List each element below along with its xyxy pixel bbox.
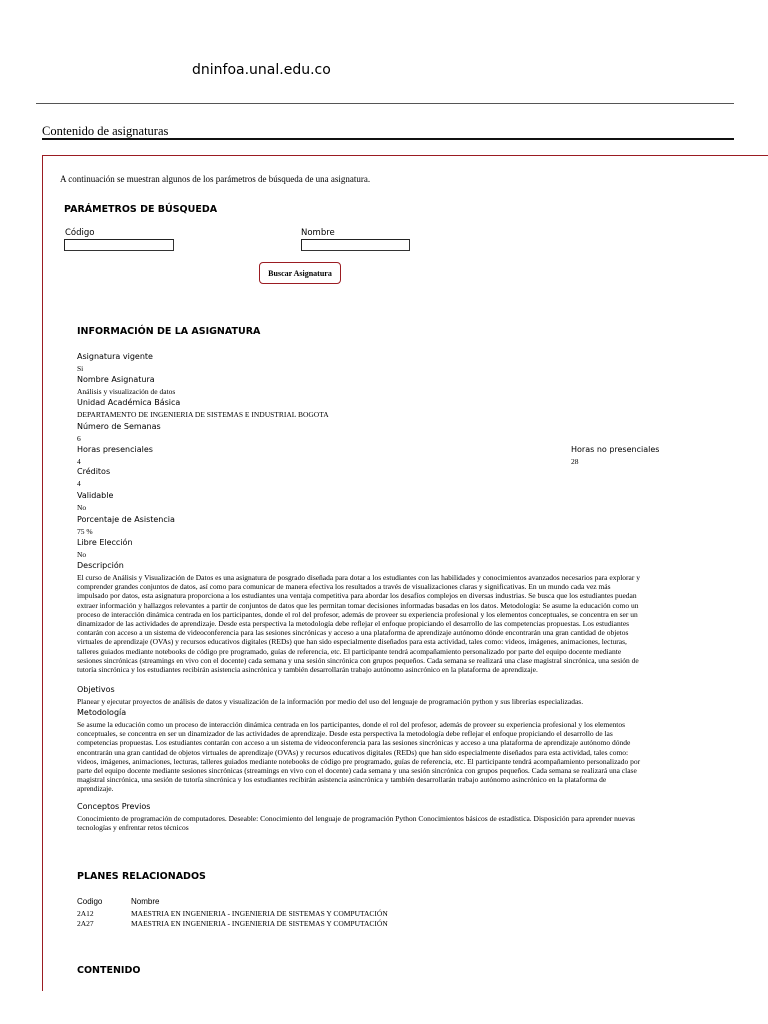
intro-text: A continuación se muestran algunos de los parámetros de búsqueda de una asignatura. xyxy=(60,174,371,184)
vigente-value: Si xyxy=(77,364,84,373)
unidad-value: DEPARTAMENTO DE INGENIERIA DE SISTEMAS E INDUSTRIAL BOGOTA xyxy=(77,410,329,419)
descripcion-line: virtuales de aprendizaje (OVAs) y recursos educativos digitales (REDs) que han sido especialmente diseñados para esta actividad, tales como: videos, imágenes, animaciones, lecturas, xyxy=(77,637,627,647)
plan-nombre: MAESTRIA EN INGENIERIA - INGENIERIA DE SISTEMAS Y COMPUTACIÓN xyxy=(131,919,388,928)
descripcion-text xyxy=(77,573,734,674)
validable-value: No xyxy=(77,503,87,512)
codigo-label: Código xyxy=(65,228,95,238)
descripcion-line: contarán con acceso a un sistema de videoconferencia para las sesiones sincrónicas y acceso a una plataforma de aprendizaje autónomo dónde encontrarán una gran cantidad de objetos xyxy=(77,628,629,638)
nombre-label: Nombre xyxy=(301,228,335,238)
descripcion-line: comprender grandes conjuntos de datos, así como para comunicar de manera efectiva los resultados a través de visualizaciones claras y significativas. En un mundo cada vez más xyxy=(77,582,611,592)
metodologia-text xyxy=(77,720,734,794)
horas-no-presenciales-label: Horas no presenciales xyxy=(571,445,660,454)
metodologia-label: Metodología xyxy=(77,708,127,717)
descripcion-line: El curso de Análisis y Visualización de Datos es una asignatura de posgrado diseñada para dotar a los estudiantes con las habilidades y conocimientos avanzados necesarios para explorar y xyxy=(77,573,640,582)
header-divider xyxy=(36,103,734,104)
objetivos-text xyxy=(77,697,734,706)
section-title: Contenido de asignaturas xyxy=(42,124,169,138)
nombre-asignatura-label: Nombre Asignatura xyxy=(77,375,155,384)
horas-presenciales-value: 4 xyxy=(77,457,81,466)
objetivos-line: Planear y ejecutar proyectos de análisis de datos y visualización de la información por medio del uso del lenguaje de programación python y sus librerías especializadas. xyxy=(77,697,584,706)
descripcion-label: Descripción xyxy=(77,561,124,570)
metodologia-line: Se asume la educación como un proceso de interacción dinámica centrada en los participantes, donde el rol del profesor, además de proveer su experiencia profesional y los elementos xyxy=(77,720,626,729)
creditos-label: Créditos xyxy=(77,467,111,476)
objetivos-label: Objetivos xyxy=(77,685,115,694)
contenido-heading: CONTENIDO xyxy=(77,965,141,976)
codigo-input[interactable] xyxy=(64,239,174,251)
conceptos-previos-line: tecnologías y enfrentar retos técnicos xyxy=(77,823,189,833)
horas-presenciales-label: Horas presenciales xyxy=(77,445,153,454)
col-nombre-header: Nombre xyxy=(131,897,160,906)
conceptos-previos-label: Conceptos Previos xyxy=(77,802,151,811)
plan-codigo: 2A27 xyxy=(77,919,94,928)
plan-nombre: MAESTRIA EN INGENIERIA - INGENIERIA DE SISTEMAS Y COMPUTACIÓN xyxy=(131,909,388,918)
metodologia-line: competencias propuestas. Los estudiantes contarán con acceso a un sistema de videoconferencia para las sesiones sincrónicas y acceso a una plataforma de aprendizaje autónomo dónde xyxy=(77,738,631,748)
planes-relacionados-heading: PLANES RELACIONADOS xyxy=(77,871,206,882)
validable-label: Validable xyxy=(77,491,114,500)
descripcion-line: extraer información y hallazgos relevantes a partir de conjuntos de datos que les permitan tomar decisiones informadas basadas en los datos. Metodología: Se asume la educación como un xyxy=(77,600,639,610)
libre-eleccion-label: Libre Elección xyxy=(77,538,133,547)
metodologia-line: magistral sincrónica, una sesión de tutoría sincrónica y los estudiantes recibirán asistencia asincrónica y también desarrollarán trabajo autónomo asincrónico en la plataforma de xyxy=(77,775,607,785)
conceptos-previos-line: Conocimiento de programación de computadores. Deseable: Conocimiento del lenguaje de programación Python Conocimientos básicos de estadística. Disposición para aprender nuevas xyxy=(77,814,635,823)
horas-no-presenciales-value: 28 xyxy=(571,457,579,466)
descripcion-line: dinamizador de las actividades de aprendizaje. Desde esta perspectiva la metodología debe reflejar el enfoque propiciando el desarrollo de las competencias propuestas. Los estudiantes xyxy=(77,619,630,629)
metodologia-line: aprendizaje. xyxy=(77,784,114,794)
vigente-label: Asignatura vigente xyxy=(77,352,153,361)
asistencia-label: Porcentaje de Asistencia xyxy=(77,515,175,524)
plan-codigo: 2A12 xyxy=(77,909,94,918)
metodologia-line: parte del equipo docente mediante sesiones sincrónicas (streamings en vivo con el docente) cada semana y una sesión sincrónica con grupos pequeños. Cada semana se realizará una clase xyxy=(77,766,637,776)
info-heading: INFORMACIÓN DE LA ASIGNATURA xyxy=(77,326,261,337)
asistencia-value: 75 % xyxy=(77,527,93,536)
descripcion-line: sesiones sincrónicas (streamings en vivo con el docente) cada semana y una sesión sincrónica con grupos pequeños. Cada semana se realizará una clase magistral sincrónica, una sesión de xyxy=(77,655,639,665)
site-url: dninfoa.unal.edu.co xyxy=(192,62,331,78)
nombre-input[interactable] xyxy=(301,239,410,251)
descripcion-line: tutoría sincrónica y los estudiantes recibirán asistencia asincrónica y también desarrollarán trabajo autónomo asincrónico en la plataforma de aprendizaje. xyxy=(77,665,538,675)
libre-eleccion-value: No xyxy=(77,550,87,559)
metodologia-line: conceptuales, se concentra en ser un dinamizador de las actividades de aprendizaje. Desde esta perspectiva la metodología debe reflejar el enfoque propiciando el desarrollo de las xyxy=(77,729,613,739)
nombre-asignatura-value: Análisis y visualización de datos xyxy=(77,387,176,396)
search-heading: PARÁMETROS DE BÚSQUEDA xyxy=(64,204,218,215)
buscar-asignatura-button[interactable]: Buscar Asignatura xyxy=(259,262,341,284)
semanas-value: 6 xyxy=(77,434,81,443)
descripcion-line: impulsado por datos, esta asignatura proporciona a los estudiantes una ventaja competitiva para abordar los desafíos complejos en diversas industrias. Se busca que los estudiantes puedan xyxy=(77,591,637,601)
metodologia-line: videos, imágenes, animaciones, lecturas, talleres guiados mediante notebooks de código pre programado, guías de referencia, etc. El participante tendrá acompañamiento personalizado por xyxy=(77,756,641,766)
conceptos-previos-text xyxy=(77,814,734,832)
descripcion-line: proceso de interacción dinámica centrada en los participantes, donde el rol del profesor, además de proveer su experiencia profesional y los elementos conceptuales, se concentra en ser un xyxy=(77,609,638,619)
unidad-label: Unidad Académica Básica xyxy=(77,398,181,407)
section-divider xyxy=(42,138,734,140)
creditos-value: 4 xyxy=(77,479,81,488)
descripcion-line: talleres guiados mediante notebooks de código pre programado, guías de referencia, etc. El participante tendrá acompañamiento personalizado por parte del equipo docente mediante xyxy=(77,646,622,656)
semanas-label: Número de Semanas xyxy=(77,422,161,431)
col-codigo-header: Codigo xyxy=(77,897,103,906)
metodologia-line: encontrarán una gran cantidad de objetos virtuales de aprendizaje (OVAs) y recursos educativos digitales (REDs) que han sido especialmente diseñados para esta actividad, tales como: xyxy=(77,747,629,757)
